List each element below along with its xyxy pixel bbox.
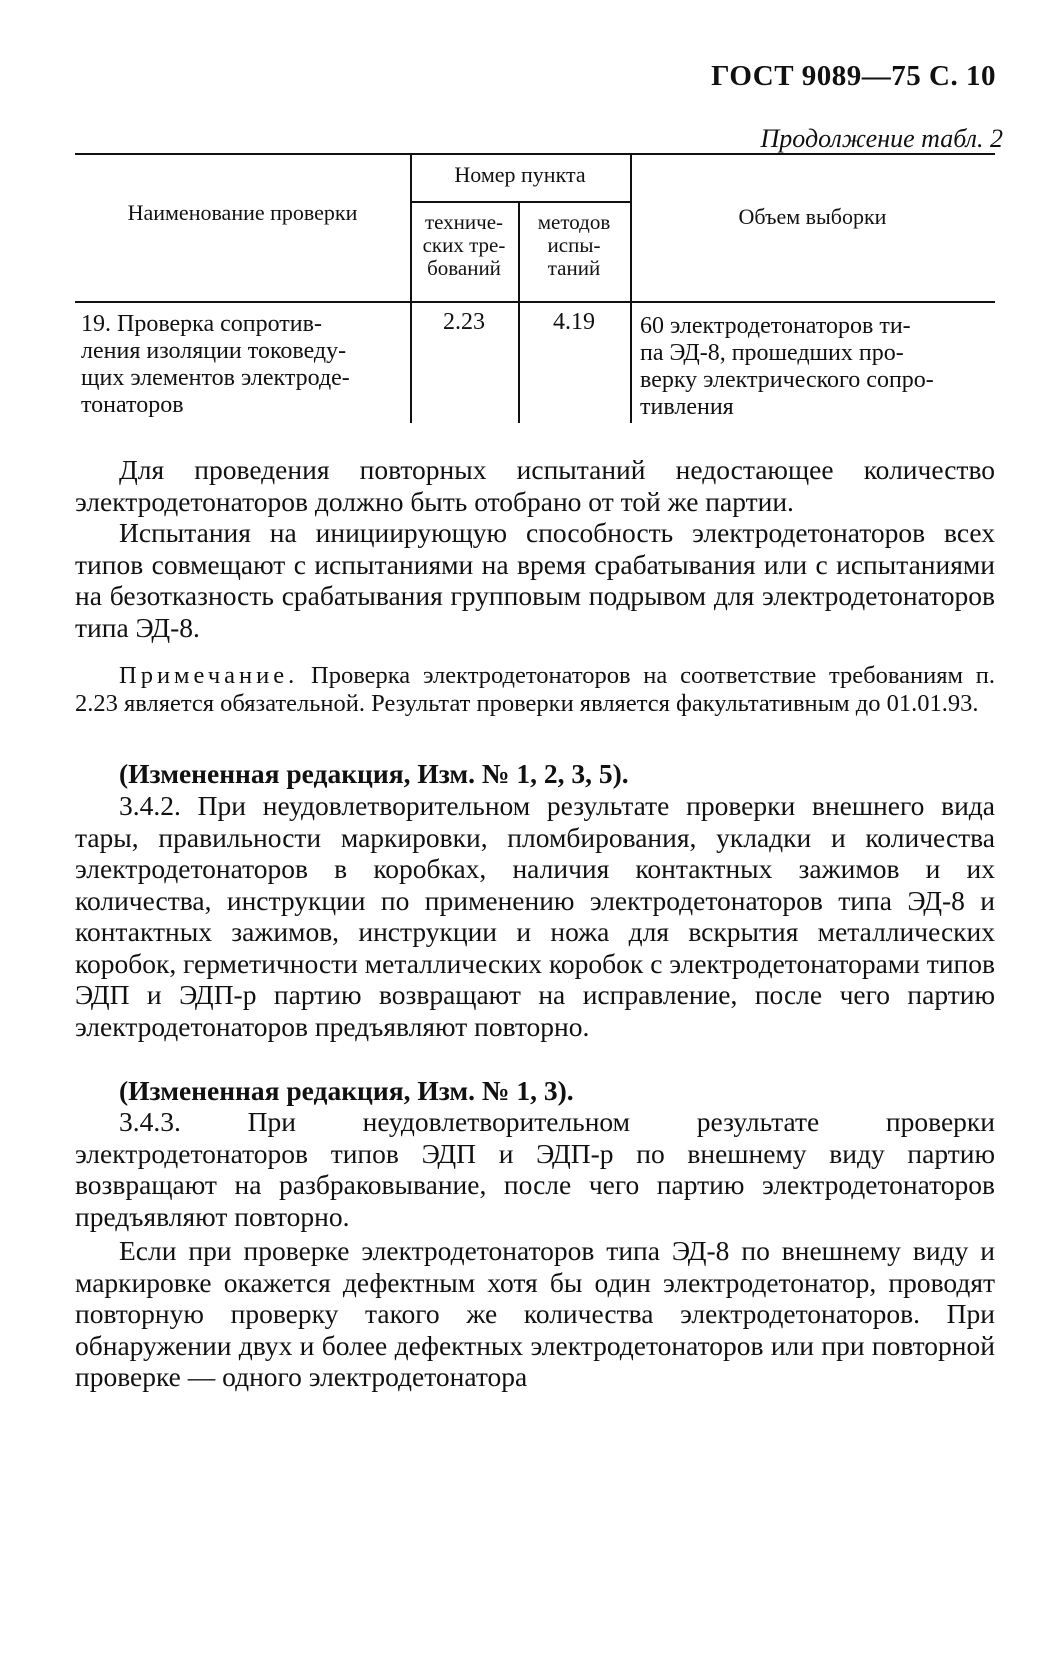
- clause-3-4-3-text: 3.4.3. При неудовлетворительном результате проверки электродетонаторов типов ЭДП и ЭДП-р по внешнему виду партию возвращают на разбраковывание, после чего партию электродетонаторов предъявляют повторно.: [75, 1106, 995, 1232]
- amendment-note-2-text: (Измененная редакция, Изм. № 1, 3).: [119, 1075, 574, 1106]
- header-test-methods-line: таний: [547, 256, 601, 280]
- row-19-sample-line: 60 электродетонаторов ти-: [640, 313, 911, 339]
- row-19-sample-line: тивления: [640, 394, 734, 420]
- row-19-test-methods: 4.19: [553, 309, 595, 335]
- paragraph-initiating-text: Испытания на инициирующую способность электродетонаторов всех типов совмещают с испытаниями на время срабатывания или с испытаниями на безотказность срабатывания групповым подрывом для электродетонаторов типа ЭД-8.: [75, 517, 995, 643]
- amendment-note-1-text: (Измененная редакция, Изм. № 1, 2, 3, 5).: [119, 758, 629, 789]
- row-19-sample-size: [640, 313, 985, 421]
- note-text: Проверка электродетонаторов на соответствие требованиям п. 2.23 является обязательной. Результат проверки является факультативным до 01.01.93.: [75, 662, 996, 717]
- paragraph-ed8-inspection: [75, 1235, 995, 1393]
- note-label: Примечание.: [119, 662, 299, 689]
- amendment-note-2: [75, 1075, 995, 1107]
- header-tech-req-line: ских тре-: [422, 233, 506, 257]
- row-19-name-line: щих элементов электроде-: [81, 365, 350, 391]
- row-19-sample-line: па ЭД-8, прошедших про-: [640, 340, 904, 366]
- clause-3-4-2-text: 3.4.2. При неудовлетворительном результате проверки внешнего вида тары, правильности маркировки, пломбирования, укладки и количества электродетонаторов в коробках, наличия контактных зажимов и их количества, инструкции по применению электродетонаторов типа ЭД-8 и контактных зажимов, инструкции и ножа для вскрытия металлических коробок, герметичности металлических коробок с электродетонаторами типов ЭДП и ЭДП-р партию возвращают на исправление, после чего партию электродетонаторов предъявляют повторно.: [75, 790, 995, 1042]
- table-header-rule: [75, 301, 995, 303]
- table-col-divider-1: [410, 153, 412, 423]
- row-19-name-line: тонаторов: [81, 392, 184, 418]
- header-tech-req-line: техниче-: [424, 210, 504, 234]
- page-header: ГОСТ 9089—75 С. 10: [711, 60, 996, 92]
- paragraph-initiating: [75, 517, 995, 643]
- clause-3-4-2: [75, 790, 995, 1042]
- header-sample-size: Объем выборки: [738, 204, 887, 229]
- table-col-divider-3: [630, 153, 632, 423]
- header-name: Наименование проверки: [127, 200, 358, 225]
- row-19-name-line: 19. Проверка сопротив-: [81, 311, 322, 337]
- row-19-sample-line: верку электрического сопро-: [640, 367, 934, 393]
- header-tech-req-line: бований: [427, 256, 501, 280]
- row-19-name-line: ления изоляции токоведу-: [81, 338, 347, 364]
- table-top-rule: [75, 153, 995, 155]
- paragraph-retest: [75, 454, 995, 517]
- header-test-methods-line: методов: [537, 210, 611, 234]
- header-test-methods: [518, 211, 630, 280]
- note: [75, 662, 995, 718]
- paragraph-ed8-inspection-text: Если при проверке электродетонаторов типа ЭД-8 по внешнему виду и маркировке окажется дефектным хотя бы один электродетонатор, проводят повторную проверку такого же количества электродетонаторов. При обнаружении двух и более дефектных электродетонаторов или при повторной проверке — одного электродетонатора: [75, 1235, 995, 1392]
- table-caption: Продолжение табл. 2: [760, 124, 1003, 153]
- amendment-note-1: [75, 758, 995, 790]
- paragraph-retest-text: Для проведения повторных испытаний недостающее количество электродетонаторов должно быть отобрано от той же партии.: [75, 454, 995, 517]
- row-19-name: [81, 311, 399, 419]
- row-19-tech-req: 2.23: [443, 309, 485, 335]
- table-subheader-rule: [410, 201, 630, 203]
- header-test-methods-line: испы-: [547, 233, 601, 257]
- header-tech-req: [410, 211, 518, 280]
- header-clause-number: Номер пункта: [454, 162, 586, 187]
- clause-3-4-3: [75, 1106, 995, 1232]
